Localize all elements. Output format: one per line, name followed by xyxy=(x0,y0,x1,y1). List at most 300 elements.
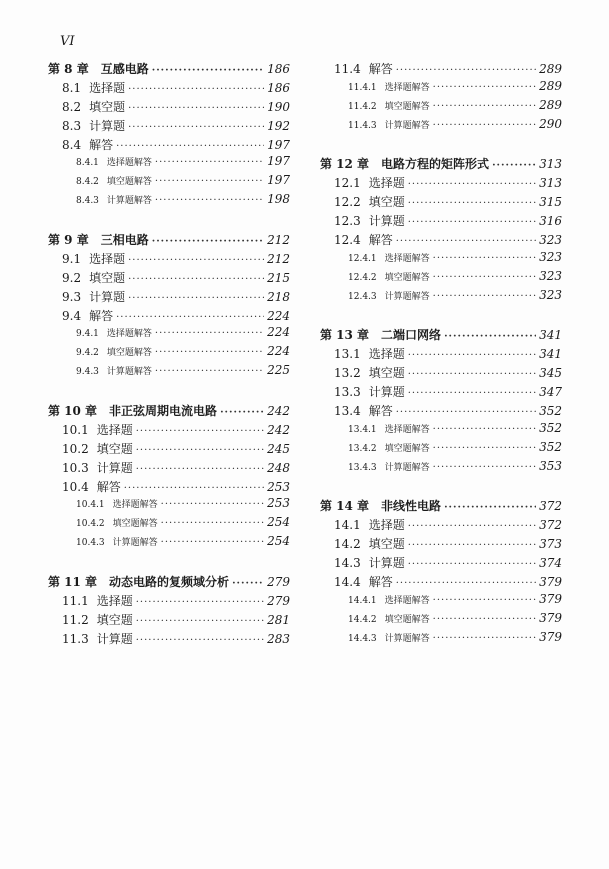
toc-page-number: 341 xyxy=(539,328,562,342)
toc-page-number: 197 xyxy=(267,154,290,168)
toc-entry-label: 填空题解答 xyxy=(384,615,430,625)
toc-entry-label: 解答 xyxy=(368,404,393,418)
toc-page-number: 192 xyxy=(267,119,290,133)
toc-section-entry xyxy=(48,136,290,154)
toc-chapter-entry xyxy=(48,573,290,591)
toc-entry-number: 12.3 xyxy=(334,214,361,228)
toc-entry-title xyxy=(348,612,430,625)
toc-entry-title xyxy=(348,460,430,473)
toc-entry-number: 14.4 xyxy=(334,575,361,589)
toc-entry-number: 8.2 xyxy=(62,100,82,114)
toc-section-entry xyxy=(48,459,290,477)
dot-leader xyxy=(408,559,536,570)
toc-page-number: 215 xyxy=(267,271,290,285)
toc-entry-number: 14.4.2 xyxy=(348,615,377,625)
toc-entry-label: 选择题 xyxy=(89,81,126,95)
toc-section-entry xyxy=(48,307,290,325)
toc-page-number: 352 xyxy=(539,440,562,454)
toc-entry-label: 解答 xyxy=(368,233,393,247)
dot-leader xyxy=(408,388,536,399)
toc-chapter-entry xyxy=(48,402,290,420)
toc-page-number: 212 xyxy=(267,252,290,266)
toc-chapter-entry xyxy=(320,497,562,515)
toc-entry-label: 计算题 xyxy=(368,385,405,399)
toc-section-entry xyxy=(320,535,562,553)
toc-section-entry xyxy=(320,60,562,78)
toc-page-number: 248 xyxy=(267,461,290,475)
toc-entry-label: 第 11 章 动态电路的复频域分析 xyxy=(48,575,230,589)
dot-leader xyxy=(433,101,536,112)
toc-entry-label: 第 10 章 非正弦周期电流电路 xyxy=(48,404,218,418)
toc-subsection-entry xyxy=(48,325,290,343)
toc-entry-title xyxy=(334,573,393,590)
toc-entry-label: 计算题 xyxy=(96,461,133,475)
dot-leader xyxy=(396,407,536,418)
toc-page-number: 323 xyxy=(539,288,562,302)
toc-entry-label: 计算题 xyxy=(368,556,405,570)
toc-page-number: 245 xyxy=(267,442,290,456)
toc-entry-label: 解答 xyxy=(368,62,393,76)
dot-leader xyxy=(492,160,536,171)
dot-leader xyxy=(444,502,536,513)
dot-leader xyxy=(408,540,536,551)
toc-subsection-entry xyxy=(320,288,562,306)
toc-entry-label: 选择题解答 xyxy=(384,254,430,264)
dot-leader xyxy=(433,614,536,625)
toc-entry-title xyxy=(320,155,489,172)
toc-page-number: 372 xyxy=(539,499,562,513)
toc-entry-number: 11.3 xyxy=(62,632,89,646)
toc-subsection-entry xyxy=(320,98,562,116)
toc-section-entry xyxy=(48,630,290,648)
toc-section-entry xyxy=(320,174,562,192)
toc-entry-label: 选择题 xyxy=(89,252,126,266)
toc-entry-title xyxy=(62,307,113,324)
toc-entry-label: 计算题 xyxy=(89,290,126,304)
toc-section-entry xyxy=(320,212,562,230)
toc-subsection-entry xyxy=(48,515,290,533)
toc-entry-title xyxy=(334,364,405,381)
toc-entry-number: 14.4.1 xyxy=(348,596,377,606)
toc-entry-number: 13.4 xyxy=(334,404,361,418)
dot-leader xyxy=(161,537,264,548)
toc-entry-title xyxy=(348,631,430,644)
toc-entry-label: 计算题 xyxy=(96,632,133,646)
toc-entry-number: 9.4 xyxy=(62,309,82,323)
dot-leader xyxy=(232,578,264,589)
dot-leader xyxy=(136,597,264,608)
toc-subsection-entry xyxy=(320,117,562,135)
toc-entry-title xyxy=(348,251,430,264)
toc-entry-label: 填空题 xyxy=(368,366,405,380)
toc-page-number: 341 xyxy=(539,347,562,361)
toc-section-entry xyxy=(320,231,562,249)
dot-leader xyxy=(408,369,536,380)
toc-page-number: 289 xyxy=(539,98,562,112)
toc-entry-label: 解答 xyxy=(96,480,121,494)
toc-entry-title xyxy=(320,326,441,343)
toc-entry-label: 填空题 xyxy=(96,442,133,456)
toc-entry-number: 9.2 xyxy=(62,271,82,285)
toc-entry-label: 填空题解答 xyxy=(384,273,430,283)
dot-leader xyxy=(408,179,536,190)
toc-subsection-entry xyxy=(48,496,290,514)
dot-leader xyxy=(220,407,264,418)
toc-entry-title xyxy=(62,630,133,647)
dot-leader xyxy=(128,293,264,304)
toc-entry-title xyxy=(76,326,152,339)
toc-page-number: 190 xyxy=(267,100,290,114)
toc-entry-title xyxy=(62,117,125,134)
toc-entry-title xyxy=(76,345,152,358)
toc-entry-number: 9.1 xyxy=(62,252,82,266)
toc-entry-number: 10.1 xyxy=(62,423,89,437)
toc-entry-number: 8.4.2 xyxy=(76,177,99,187)
toc-entry-number: 13.2 xyxy=(334,366,361,380)
dot-leader xyxy=(444,331,536,342)
toc-entry-number: 10.4.1 xyxy=(76,500,105,510)
toc-entry-label: 填空题 xyxy=(368,195,405,209)
toc-entry-title xyxy=(48,402,217,419)
toc-entry-label: 解答 xyxy=(368,575,393,589)
toc-entry-number: 12.2 xyxy=(334,195,361,209)
toc-section-entry xyxy=(48,288,290,306)
toc-page-number: 315 xyxy=(539,195,562,209)
toc-entry-number: 12.4.3 xyxy=(348,292,377,302)
toc-page-number: 352 xyxy=(539,404,562,418)
toc-entry-title xyxy=(348,80,430,93)
dot-leader xyxy=(433,120,536,131)
toc-subsection-entry xyxy=(320,630,562,648)
dot-leader xyxy=(136,445,264,456)
dot-leader xyxy=(433,424,536,435)
toc-page-number: 253 xyxy=(267,480,290,494)
toc-entry-label: 第 12 章 电路方程的矩阵形式 xyxy=(320,157,490,171)
dot-leader xyxy=(155,347,264,358)
toc-entry-title xyxy=(76,516,158,529)
toc-entry-label: 选择题解答 xyxy=(384,425,430,435)
toc-page-number: 253 xyxy=(267,496,290,510)
toc-entry-number: 13.4.1 xyxy=(348,425,377,435)
toc-entry-label: 填空题解答 xyxy=(112,519,158,529)
toc-page-number: 254 xyxy=(267,534,290,548)
toc-page-number: 281 xyxy=(267,613,290,627)
toc-entry-title xyxy=(62,592,133,609)
toc-section-entry xyxy=(48,269,290,287)
toc-entry-title xyxy=(76,497,158,510)
toc-page-number: 212 xyxy=(267,233,290,247)
toc-page-number: 313 xyxy=(539,157,562,171)
dot-leader xyxy=(128,122,264,133)
dot-leader xyxy=(128,103,264,114)
toc-entry-label: 第 8 章 互感电路 xyxy=(48,62,149,76)
toc-entry-number: 11.2 xyxy=(62,613,89,627)
toc-entry-title xyxy=(48,60,149,77)
toc-entry-title xyxy=(334,535,405,552)
dot-leader xyxy=(155,157,264,168)
toc-entry-number: 9.4.1 xyxy=(76,329,99,339)
toc-chapter-entry xyxy=(320,155,562,173)
toc-entry-label: 解答 xyxy=(89,138,114,152)
toc-section-entry xyxy=(48,611,290,629)
toc-entry-label: 计算题 xyxy=(368,214,405,228)
toc-subsection-entry xyxy=(48,154,290,172)
toc-entry-title xyxy=(62,421,133,438)
toc-section-entry xyxy=(320,554,562,572)
toc-entry-title xyxy=(76,174,152,187)
toc-entry-title xyxy=(62,98,125,115)
toc-entry-number: 14.1 xyxy=(334,518,361,532)
toc-entry-title xyxy=(348,270,430,283)
toc-entry-label: 第 14 章 非线性电路 xyxy=(320,499,442,513)
toc-page-number: 289 xyxy=(539,79,562,93)
toc-entry-title xyxy=(348,99,430,112)
toc-entry-number: 8.1 xyxy=(62,81,82,95)
toc-entry-number: 13.3 xyxy=(334,385,361,399)
toc-entry-title xyxy=(348,422,430,435)
toc-subsection-entry xyxy=(48,363,290,381)
toc-entry-number: 14.2 xyxy=(334,537,361,551)
toc-section-entry xyxy=(320,383,562,401)
toc-page-number: 374 xyxy=(539,556,562,570)
toc-entry-title xyxy=(334,554,405,571)
dot-leader xyxy=(116,141,264,152)
toc-entry-label: 填空题 xyxy=(89,271,126,285)
toc-entry-number: 12.1 xyxy=(334,176,361,190)
dot-leader xyxy=(433,291,536,302)
toc-section-entry xyxy=(48,421,290,439)
toc-section-entry xyxy=(48,478,290,496)
toc-section-entry xyxy=(48,79,290,97)
toc-entry-number: 8.4 xyxy=(62,138,82,152)
toc-page-number: 290 xyxy=(539,117,562,131)
dot-leader xyxy=(155,195,264,206)
dot-leader xyxy=(136,426,264,437)
toc-subsection-entry xyxy=(320,592,562,610)
dot-leader xyxy=(152,65,264,76)
toc-page-number: 313 xyxy=(539,176,562,190)
toc-entry-title xyxy=(334,60,393,77)
toc-page-number: 242 xyxy=(267,423,290,437)
dot-leader xyxy=(136,464,264,475)
toc-page-number: 323 xyxy=(539,269,562,283)
toc-page-number: 345 xyxy=(539,366,562,380)
toc-page-number: 197 xyxy=(267,173,290,187)
toc-entry-title xyxy=(62,269,125,286)
toc-entry-title xyxy=(334,383,405,400)
toc-entry-label: 选择题解答 xyxy=(384,83,430,93)
dot-leader xyxy=(433,633,536,644)
toc-entry-number: 11.4.1 xyxy=(348,83,377,93)
toc-page-number: 224 xyxy=(267,344,290,358)
toc-page-number: 218 xyxy=(267,290,290,304)
toc-entry-number: 13.1 xyxy=(334,347,361,361)
toc-chapter-entry xyxy=(320,326,562,344)
toc-subsection-entry xyxy=(320,459,562,477)
toc-page-number: 186 xyxy=(267,62,290,76)
toc-entry-label: 计算题解答 xyxy=(106,196,152,206)
toc-page-number: 379 xyxy=(539,611,562,625)
dot-leader xyxy=(124,483,264,494)
toc-entry-title xyxy=(334,174,405,191)
toc-entry-label: 填空题解答 xyxy=(106,348,152,358)
toc-entry-title xyxy=(320,497,441,514)
toc-subsection-entry xyxy=(320,611,562,629)
toc-page-number: 186 xyxy=(267,81,290,95)
toc-page-number: 242 xyxy=(267,404,290,418)
toc-entry-title xyxy=(62,250,125,267)
toc-entry-label: 填空题 xyxy=(89,100,126,114)
toc-entry-title xyxy=(62,136,113,153)
toc-page-number: 283 xyxy=(267,632,290,646)
toc-subsection-entry xyxy=(320,269,562,287)
toc-entry-number: 8.4.3 xyxy=(76,196,99,206)
toc-entry-title xyxy=(334,212,405,229)
toc-entry-number: 10.4 xyxy=(62,480,89,494)
toc-page-number: 254 xyxy=(267,515,290,529)
toc-page-number: 198 xyxy=(267,192,290,206)
dot-leader xyxy=(433,272,536,283)
toc-entry-label: 填空题解答 xyxy=(106,177,152,187)
dot-leader xyxy=(408,198,536,209)
toc-entry-title xyxy=(48,231,149,248)
dot-leader xyxy=(433,82,536,93)
toc-entry-title xyxy=(62,459,133,476)
dot-leader xyxy=(433,462,536,473)
toc-entry-label: 计算题解答 xyxy=(384,463,430,473)
dot-leader xyxy=(408,521,536,532)
toc-entry-label: 填空题 xyxy=(96,613,133,627)
toc-page-number: 316 xyxy=(539,214,562,228)
toc-entry-label: 选择题 xyxy=(368,347,405,361)
dot-leader xyxy=(155,176,264,187)
toc-entry-title xyxy=(334,345,405,362)
dot-leader xyxy=(433,595,536,606)
toc-entry-number: 10.3 xyxy=(62,461,89,475)
toc-page-number: 279 xyxy=(267,575,290,589)
toc-entry-label: 解答 xyxy=(89,309,114,323)
toc-entry-number: 11.4.3 xyxy=(348,121,377,131)
toc-entry-number: 8.4.1 xyxy=(76,158,99,168)
toc-entry-label: 第 13 章 二端口网络 xyxy=(320,328,442,342)
toc-page-number: 373 xyxy=(539,537,562,551)
toc-section-entry xyxy=(320,345,562,363)
toc-entry-number: 10.4.3 xyxy=(76,538,105,548)
toc-page-number: 279 xyxy=(267,594,290,608)
toc-entry-number: 8.3 xyxy=(62,119,82,133)
dot-leader xyxy=(128,84,264,95)
toc-page-number: 379 xyxy=(539,592,562,606)
toc-entry-label: 填空题解答 xyxy=(384,102,430,112)
toc-section-entry xyxy=(48,440,290,458)
toc-entry-label: 计算题解答 xyxy=(112,538,158,548)
toc-section-entry xyxy=(320,516,562,534)
toc-entry-title xyxy=(348,289,430,302)
dot-leader xyxy=(161,499,264,510)
toc-entry-label: 选择题 xyxy=(368,176,405,190)
dot-leader xyxy=(396,65,536,76)
toc-entry-label: 选择题解答 xyxy=(106,158,152,168)
toc-section-entry xyxy=(48,592,290,610)
toc-subsection-entry xyxy=(320,79,562,97)
toc-entry-number: 14.3 xyxy=(334,556,361,570)
toc-section-entry xyxy=(320,193,562,211)
toc-entry-title xyxy=(348,593,430,606)
toc-entry-title xyxy=(334,231,393,248)
toc-entry-title xyxy=(76,193,152,206)
toc-subsection-entry xyxy=(48,534,290,552)
toc-section-entry xyxy=(320,364,562,382)
toc-entry-title xyxy=(62,440,133,457)
toc-entry-title xyxy=(334,516,405,533)
dot-leader xyxy=(136,616,264,627)
toc-page-number: 352 xyxy=(539,421,562,435)
toc-entry-label: 填空题 xyxy=(368,537,405,551)
dot-leader xyxy=(408,350,536,361)
toc-entry-number: 12.4.1 xyxy=(348,254,377,264)
toc-subsection-entry xyxy=(48,192,290,210)
toc-entry-label: 计算题 xyxy=(89,119,126,133)
toc-entry-title xyxy=(62,288,125,305)
toc-page-number: 224 xyxy=(267,309,290,323)
toc-entry-label: 选择题解答 xyxy=(112,500,158,510)
toc-entry-title xyxy=(334,193,405,210)
toc-entry-number: 12.4.2 xyxy=(348,273,377,283)
toc-page-number: 379 xyxy=(539,575,562,589)
toc-entry-number: 11.4.2 xyxy=(348,102,377,112)
dot-leader xyxy=(433,443,536,454)
toc-page-number: 379 xyxy=(539,630,562,644)
toc-entry-title xyxy=(334,402,393,419)
toc-entry-label: 计算题解答 xyxy=(384,292,430,302)
toc-entry-title xyxy=(76,364,152,377)
toc-page-number: 353 xyxy=(539,459,562,473)
toc-entry-number: 9.3 xyxy=(62,290,82,304)
toc-page-number: 289 xyxy=(539,62,562,76)
toc-page-number: 224 xyxy=(267,325,290,339)
toc-page-number: 225 xyxy=(267,363,290,377)
toc-page-number: 347 xyxy=(539,385,562,399)
dot-leader xyxy=(396,578,536,589)
dot-leader xyxy=(136,635,264,646)
toc-entry-number: 10.4.2 xyxy=(76,519,105,529)
dot-leader xyxy=(152,236,264,247)
toc-entry-label: 选择题解答 xyxy=(384,596,430,606)
toc-entry-number: 14.4.3 xyxy=(348,634,377,644)
toc-section-entry xyxy=(48,250,290,268)
toc-entry-title xyxy=(48,573,229,590)
toc-subsection-entry xyxy=(48,344,290,362)
toc-section-entry xyxy=(320,573,562,591)
toc-entry-label: 选择题 xyxy=(96,594,133,608)
toc-entry-title xyxy=(348,118,430,131)
toc-entry-label: 选择题 xyxy=(96,423,133,437)
toc-section-entry xyxy=(320,402,562,420)
toc-entry-number: 10.2 xyxy=(62,442,89,456)
toc-entry-number: 13.4.3 xyxy=(348,463,377,473)
toc-subsection-entry xyxy=(320,421,562,439)
toc-entry-title xyxy=(76,535,158,548)
toc-entry-label: 填空题解答 xyxy=(384,444,430,454)
toc-page-number: 197 xyxy=(267,138,290,152)
toc-entry-number: 9.4.3 xyxy=(76,367,99,377)
toc-entry-number: 13.4.2 xyxy=(348,444,377,454)
toc-entry-number: 11.4 xyxy=(334,62,361,76)
dot-leader xyxy=(128,274,264,285)
page-number: VI xyxy=(60,34,75,49)
toc-entry-number: 9.4.2 xyxy=(76,348,99,358)
toc-entry-label: 计算题解答 xyxy=(384,634,430,644)
